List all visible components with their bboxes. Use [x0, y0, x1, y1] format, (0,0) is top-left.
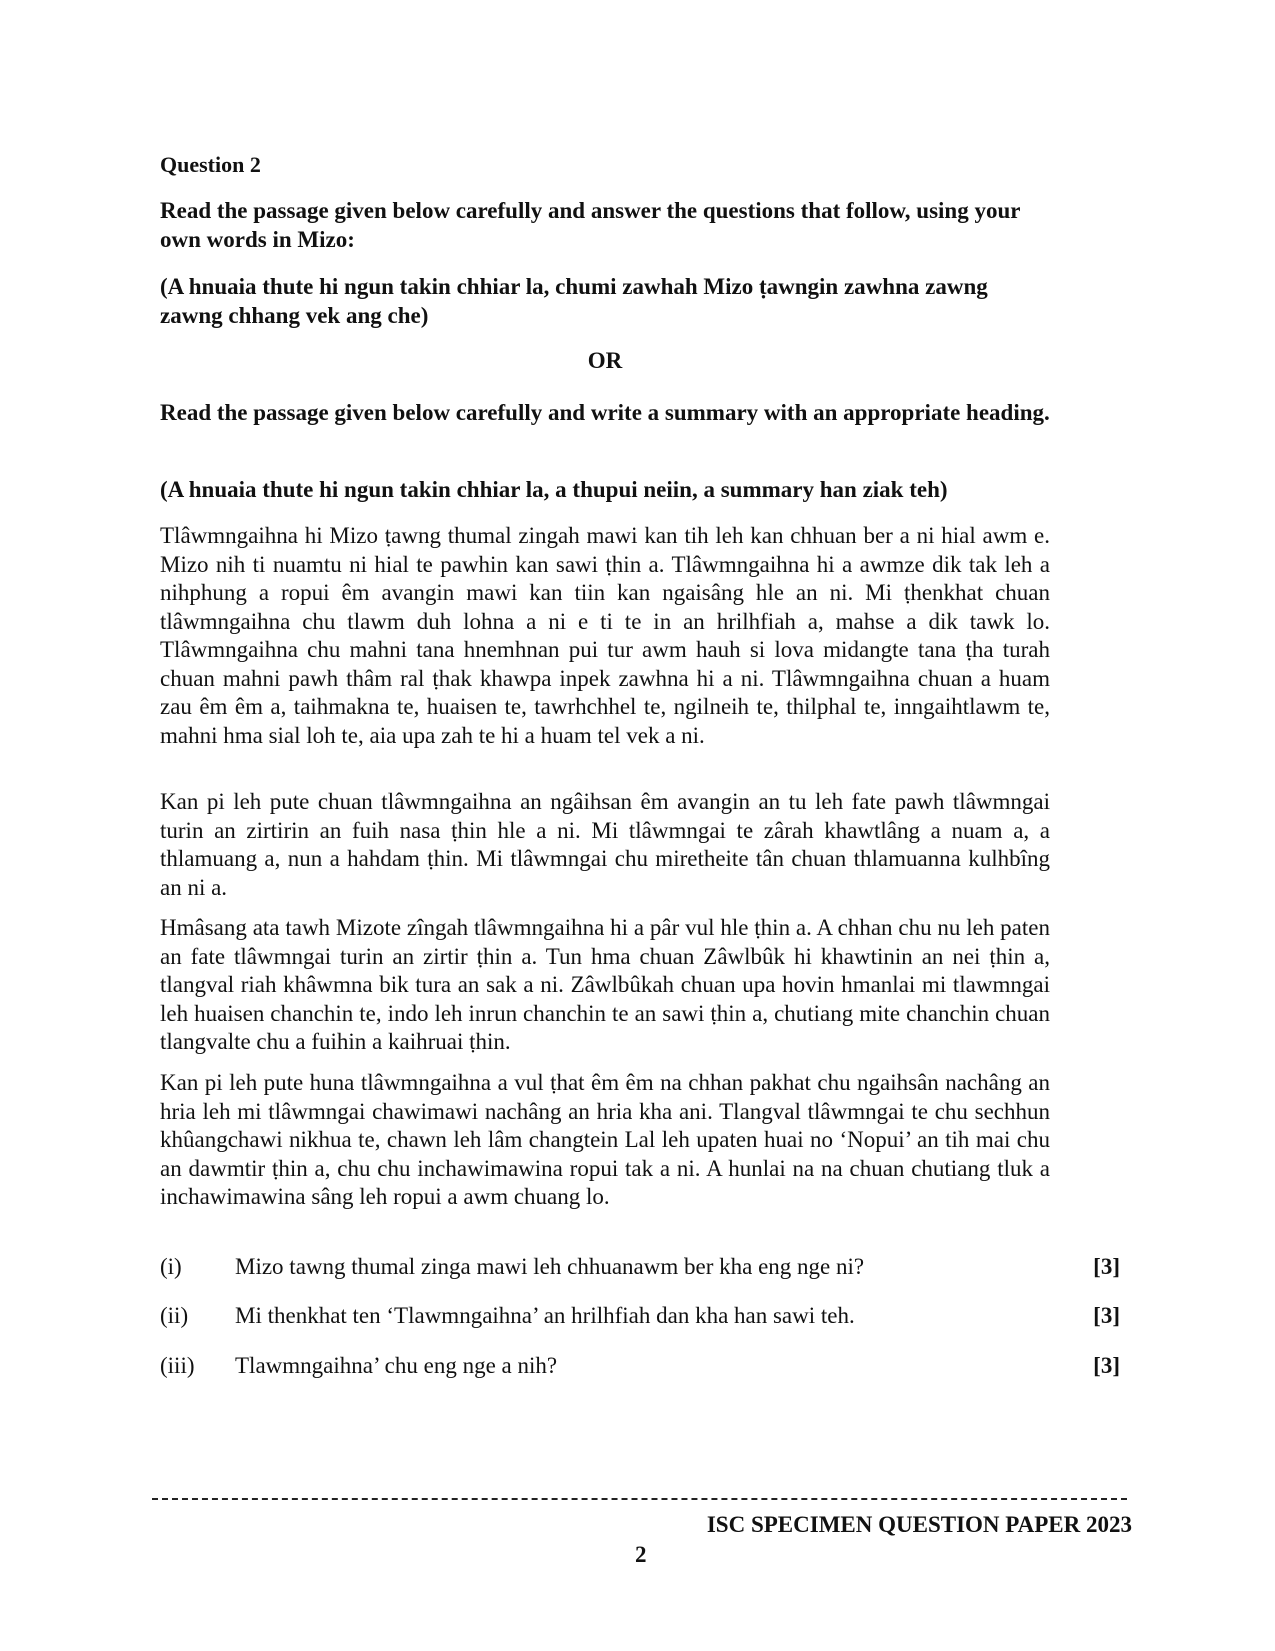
- passage-paragraph-4: Kan pi leh pute huna tlâwmngaihna a vul ṭhat êm êm na chhan pakhat chu ngaihsân nachâng an hria leh mi tlâwmngai chawimawi nachâng an hria kha ani. Tlangval tlâwmngai te chu sechhun khûangchawi nikhua te, chawn leh lâm changtein Lal leh upaten huai no ‘Nopui’ an tih mai chu an dawmtir ṭhin a, chu chu inchawimawina ropui tak a ni. A hunlai na na chuan chutiang tluk a inchawimawina sâng leh ropui a awm chuang lo.: [160, 1070, 1050, 1209]
- sub-question-number: (ii): [160, 1303, 189, 1328]
- passage-paragraph-2: Kan pi leh pute chuan tlâwmngaihna an ngâihsan êm avangin an tu leh fate pawh tlâwmngai turin an zirtirin an fuih nasa ṭhin hle a ni. Mi tlâwmngai te zârah khawtlâng a nuam a, a thlamuang a, nun a hahdam ṭhin. Mi tlâwmngai chu miretheite tân chuan thlamuanna kulhbîng an ni a.: [160, 789, 1050, 900]
- sub-question-marks: [3]: [1093, 1353, 1120, 1378]
- footer-title: ISC SPECIMEN QUESTION PAPER 2023: [706, 1512, 1132, 1537]
- passage-paragraph-3: Hmâsang ata tawh Mizote zîngah tlâwmngaihna hi a pâr vul hle ṭhin a. A chhan chu nu leh paten an fate tlâwmngai turin an zirtir ṭhin a. Tun hma chuan Zâwlbûk hi khawtinin an nei ṭhin a, tlangval riah khâwmna bik tura an sak a ni. Zâwlbûkah chuan upa hovin hmanlai mi tlawmngai leh huaisen chanchin te, indo leh inrun chanchin te an sawi ṭhin a, chutiang mite chanchin chuan tlangvalte chu a fuihin a kaihruai ṭhin.: [160, 915, 1050, 1054]
- sub-question-text: Mizo tawng thumal zinga mawi leh chhuanawm ber kha eng nge ni?: [235, 1254, 865, 1279]
- question-page: [160, 0, 1132, 1651]
- passage-paragraph-1: Tlâwmngaihna hi Mizo ṭawng thumal zingah mawi kan tih leh kan chhuan ber a ni hial awm e. Mizo nih ti nuamtu ni hial te pawhin kan sawi ṭhin a. Tlâwmngaihna hi a awmze dik tak leh a nihphung a ropui êm avangin mawi kan tiin kan ngaisâng hle an ni. Mi ṭhenkhat chuan tlâwmngaihna chu tlawm duh lohna a ni e ti te in an hrilhfiah a, mahse a dik tawk lo. Tlâwmngaihna chu mahni tana hnemhnan pui tur awm hauh si lova midangte tana ṭha turah chuan mahni pawh thâm ral ṭhak khawpa inpek zawhna hi a ni. Tlâwmngaihna chuan a huam zau êm êm a, taihmakna te, huaisen te, tawrhchhel te, ngilneih te, thilphal te, inngaihtlawm te, mahni hma sial loh te, aia upa zah te hi a huam tel vek a ni.: [160, 523, 1050, 748]
- instruction-answer-mizo: (A hnuaia thute hi ngun takin chhiar la, chumi zawhah Mizo ṭawngin zawhna zawng zawng chhang vek ang che): [160, 274, 988, 328]
- sub-question-text: Mi thenkhat ten ‘Tlawmngaihna’ an hrilhfiah dan kha han sawi teh.: [235, 1303, 855, 1328]
- sub-question-3: [160, 1353, 1120, 1383]
- or-separator: OR: [587, 348, 623, 373]
- question-heading: Question 2: [160, 152, 261, 177]
- sub-question-number: (i): [160, 1254, 182, 1279]
- sub-question-marks: [3]: [1093, 1254, 1120, 1279]
- instruction-answer: Read the passage given below carefully and answer the questions that follow, using your own words in Mizo:: [160, 198, 1021, 252]
- page-number: 2: [635, 1542, 647, 1567]
- instruction-summary-mizo: (A hnuaia thute hi ngun takin chhiar la, a thupui neiin, a summary han ziak teh): [160, 477, 948, 502]
- footer-divider: [152, 1498, 1127, 1500]
- sub-question-marks: [3]: [1093, 1303, 1120, 1328]
- sub-question-text: Tlawmngaihna’ chu eng nge a nih?: [235, 1353, 558, 1378]
- instruction-summary: Read the passage given below carefully and write a summary with an appropriate heading.: [160, 400, 1050, 425]
- sub-question-2: [160, 1303, 1120, 1333]
- sub-question-1: [160, 1254, 1120, 1284]
- sub-question-number: (iii): [160, 1353, 195, 1378]
